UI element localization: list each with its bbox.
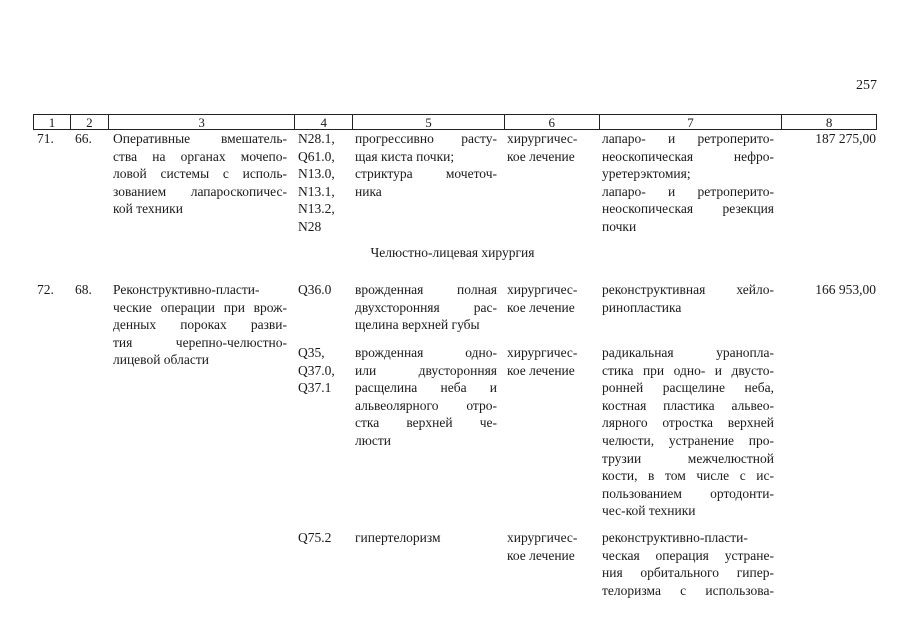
text-line: кое лечение [507, 148, 575, 164]
header-col-2: 2 [71, 115, 109, 129]
diagnosis-model [355, 344, 497, 450]
text-line: трузии межчелюстной [602, 450, 774, 466]
text-line: телоризма с использова- [602, 582, 774, 598]
text-line: тия черепно-челюстно- [113, 334, 287, 350]
row-number: 72. [37, 282, 54, 297]
icd-code: Q75.2 [298, 530, 332, 545]
treatment-method [602, 344, 774, 520]
text-line: чес-кой техники [602, 503, 696, 519]
text-line: или двусторонняя [355, 362, 497, 378]
text-line: ния орбитального гипер- [602, 565, 774, 581]
text-line: ческие операции при врож- [113, 299, 287, 315]
text-line: пользованием ортодонти- [602, 485, 774, 501]
icd-code: Q37.0, [298, 362, 335, 378]
text-line: ника [355, 183, 382, 199]
text-line: хирургичес- [507, 282, 578, 297]
icd-code: Q61.0, [298, 148, 335, 164]
text-line: щая киста почки; [355, 148, 455, 164]
text-line: ронней расщелине неба, [602, 380, 774, 396]
diagnosis-model [355, 529, 441, 547]
cost-value: 166 953,00 [815, 282, 876, 297]
text-line: Оперативные вмешатель- [113, 131, 287, 146]
text-line: кости, в том числе с ис- [602, 468, 774, 484]
text-line: неоскопическая нефро- [602, 148, 774, 164]
text-line: кое лечение [507, 547, 575, 563]
icd-codes [298, 281, 331, 299]
header-col-7: 7 [600, 115, 783, 129]
text-line: костная пластика альвео- [602, 397, 774, 413]
text-line: расщелина неба и [355, 380, 497, 396]
text-line: стриктура мочеточ- [355, 166, 497, 182]
row-number: 71. [37, 131, 54, 146]
text-line: лапаро- и ретроперито- [602, 183, 774, 199]
treatment-type [507, 344, 577, 379]
text-line: зованием лапароскопичес- [113, 183, 287, 199]
text-line: радикальная уранопла- [602, 345, 774, 360]
text-line: Реконструктивно-пласти- [113, 282, 260, 297]
text-line: лицевой области [113, 352, 209, 368]
icd-codes [298, 130, 335, 236]
text-line: лярного отростка верхней [602, 415, 774, 431]
group-number: 68. [75, 282, 92, 297]
text-line: неоскопическая резекция [602, 201, 774, 217]
text-line: ства на органах мочепо- [113, 148, 287, 164]
text-line: альвеолярного отро- [355, 397, 497, 413]
text-line: реконструктивная хейло- [602, 282, 774, 297]
icd-code: N28.1, [298, 131, 335, 146]
icd-code: N13.1, [298, 183, 335, 199]
icd-code: N13.0, [298, 166, 335, 182]
procedure-group-name [113, 281, 287, 369]
text-line: люсти [355, 432, 391, 448]
header-col-6: 6 [505, 115, 600, 129]
treatment-method [602, 130, 774, 236]
icd-codes [298, 344, 335, 397]
text-line: прогрессивно расту- [355, 131, 497, 146]
header-col-4: 4 [295, 115, 353, 129]
text-line: ческая операция устране- [602, 547, 774, 563]
icd-code: N13.2, [298, 201, 335, 217]
text-line: кое лечение [507, 299, 575, 315]
text-line: стика при одно- и двусто- [602, 362, 774, 378]
group-number: 66. [75, 131, 92, 146]
treatment-type [507, 529, 577, 564]
page-number: 257 [856, 78, 877, 93]
icd-code: Q37.1 [298, 380, 332, 396]
text-line: гипертелоризм [355, 530, 441, 545]
icd-code: N28 [298, 218, 322, 234]
text-line: ринопластика [602, 299, 682, 315]
text-line: врожденная полная [355, 282, 497, 297]
text-line: стка верхней че- [355, 415, 497, 431]
text-line: денных пороках разви- [113, 317, 287, 333]
header-col-3: 3 [109, 115, 296, 129]
cost-value: 187 275,00 [815, 131, 876, 146]
icd-code: Q36.0 [298, 282, 332, 297]
text-line: реконструктивно-пласти- [602, 530, 748, 545]
text-line: челюсти, устранение про- [602, 432, 774, 448]
text-line: почки [602, 218, 637, 234]
text-line: хирургичес- [507, 131, 578, 146]
header-col-1: 1 [34, 115, 71, 129]
text-line: врожденная одно- [355, 345, 497, 360]
icd-codes [298, 529, 331, 547]
treatment-method [602, 281, 774, 316]
treatment-type [507, 130, 577, 165]
text-line: ловой системы с исполь- [113, 166, 287, 182]
icd-code: Q35, [298, 345, 325, 360]
text-line: уретерэктомия; [602, 166, 691, 182]
text-line: кой техники [113, 201, 183, 217]
treatment-method [602, 529, 774, 599]
header-col-8: 8 [825, 115, 833, 130]
text-line: кое лечение [507, 362, 575, 378]
diagnosis-model [355, 130, 497, 200]
procedure-group-name [113, 130, 287, 218]
table-header-row [33, 114, 877, 130]
header-col-5: 5 [353, 115, 505, 129]
text-line: щелина верхней губы [355, 317, 480, 333]
diagnosis-model [355, 281, 497, 334]
text-line: лапаро- и ретроперито- [602, 131, 774, 146]
section-title: Челюстно-лицевая хирургия [370, 245, 535, 260]
text-line: двухсторонняя рас- [355, 299, 497, 315]
text-line: хирургичес- [507, 345, 578, 360]
treatment-type [507, 281, 577, 316]
text-line: хирургичес- [507, 530, 578, 545]
